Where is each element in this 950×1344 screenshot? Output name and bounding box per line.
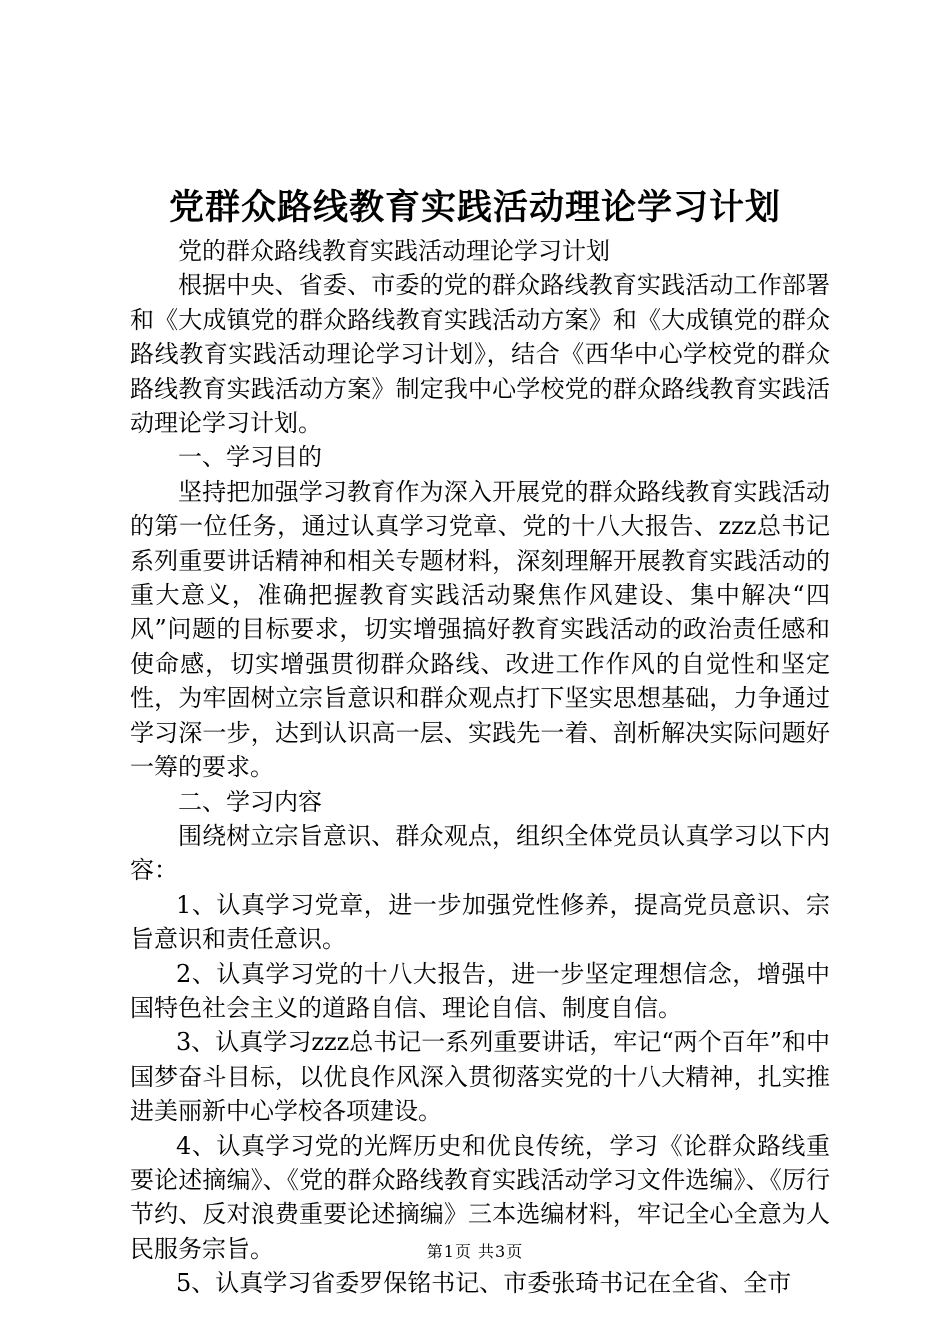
page-footer: 第1页 共3页: [426, 1242, 524, 1261]
list-item-4: 4、认真学习党的光辉历史和优良传统，学习《论群众路线重要论述摘编》、《党的群众路线教育实践活动学习文件选编》、《厉行节约、反对浪费重要论述摘编》三本选编材料，牢记全心全意为人民服务宗旨。: [130, 1131, 830, 1263]
document-title: 党群众路线教育实践活动理论学习计划: [168, 187, 781, 228]
document-body: [130, 234, 830, 1301]
list-item-5: 5、认真学习省委罗保铭书记、市委张琦书记在全省、全市: [176, 1269, 792, 1298]
intro-paragraph: 根据中央、省委、市委的党的群众路线教育实践活动工作部署和《大成镇党的群众路线教育实践活动方案》和《大成镇党的群众路线教育实践活动理论学习计划》，结合《西华中心学校党的群众路线教育实践活动方案》制定我中心学校党的群众路线教育实践活动理论学习计划。: [130, 271, 830, 438]
content-intro-paragraph: 围绕树立宗旨意识、群众观点，组织全体党员认真学习以下内容：: [130, 821, 830, 885]
section-heading-purpose: 一、学习目的: [178, 443, 322, 472]
list-item-3: 3、认真学习zzz总书记一系列重要讲话，牢记“两个百年”和中国梦奋斗目标，以优良作风深入贯彻落实党的十八大精神，扎实推进美丽新中心学校各项建设。: [130, 1028, 830, 1126]
purpose-paragraph: 坚持把加强学习教育作为深入开展党的群众路线教育实践活动的第一位任务，通过认真学习党章、党的十八大报告、zzz总书记系列重要讲话精神和相关专题材料，深刻理解开展教育实践活动的重大意义，准确把握教育实践活动聚焦作风建设、集中解决“四风”问题的目标要求，切实增强搞好教育实践活动的政治责任感和使命感，切实增强贯彻群众路线、改进工作作风的自觉性和坚定性，为牢固树立宗旨意识和群众观点打下坚实思想基础，力争通过学习深一步，达到认识高一层、实践先一着、剖析解决实际问题好一筹的要求。: [130, 477, 830, 782]
list-item-1: 1、认真学习党章，进一步加强党性修养，提高党员意识、宗旨意识和责任意识。: [130, 890, 830, 954]
subtitle-paragraph: 党的群众路线教育实践活动理论学习计划: [178, 237, 610, 265]
section-heading-content: 二、学习内容: [178, 787, 322, 816]
list-item-2: 2、认真学习党的十八大报告，进一步坚定理想信念，增强中国特色社会主义的道路自信、理论自信、制度自信。: [130, 959, 830, 1022]
